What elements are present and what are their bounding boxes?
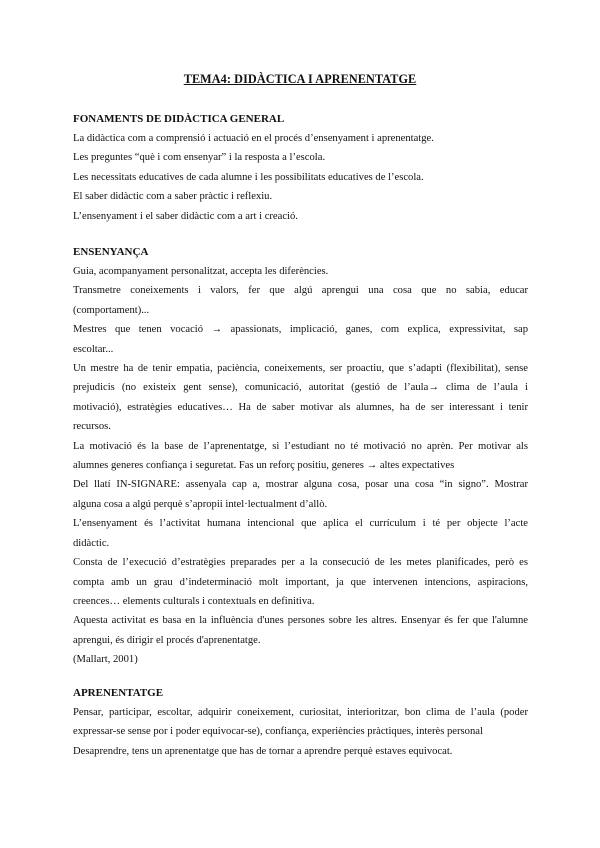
- section-heading: FONAMENTS DE DIDÀCTICA GENERAL: [73, 113, 285, 125]
- text-line: El saber didàctic com a saber pràctic i reflexiu.: [73, 191, 273, 203]
- text-line: Mestres que tenen vocació → apassionats, implicació, ganes, com explica, expressivitat, sap: [73, 324, 528, 336]
- text-line: alguna cosa a algú perquè s’apropii intel·lectualment d’allò.: [73, 498, 328, 510]
- section-heading: ENSENYANÇA: [73, 246, 149, 258]
- text-line: escoltar...: [73, 343, 114, 355]
- text-line: compta amb un grau d’indeterminació molt important, ja que intervenen intencions, aspiracions,: [73, 576, 528, 588]
- text-line: Consta de l’execució d’estratègies preparades per a la consecució de les metes planificades, però es: [73, 557, 528, 569]
- text-line: L’ensenyament i el saber didàctic com a art i creació.: [73, 210, 298, 222]
- text-line: Guia, acompanyament personalitzat, accepta les diferències.: [73, 266, 329, 277]
- text-line: Pensar, participar, escoltar, adquirir coneixement, curiositat, interioritzar, bon clima de l’aula (poder: [73, 707, 528, 718]
- text-line: expressar-se sense por i poder equivocar-se), confiança, experiències pràctiques, interès personal: [73, 726, 483, 738]
- text-line: Desaprendre, tens un aprenentatge que has de tornar a aprendre perquè estaves equivocat.: [73, 745, 453, 757]
- section-aprenentatge: [73, 684, 528, 761]
- text-line: motivació), estratègies educatives… Ha de saber motivar als alumnes, ha de ser interessant i tenir: [73, 401, 528, 413]
- text-line: (comportament)...: [73, 304, 150, 316]
- text-line: didàctic.: [73, 537, 110, 549]
- section-fonaments: [73, 110, 528, 226]
- text-line: La didàctica com a comprensió i actuació en el procés d’ensenyament i aprenentatge.: [73, 133, 434, 144]
- text-line: creences… elements culturals i contextuals en definitiva.: [73, 595, 315, 607]
- text-line: aprengui, és dirigir el procés d'aprenentatge.: [73, 634, 261, 646]
- citation: (Mallart, 2001): [73, 654, 138, 666]
- text-line: Les preguntes “què i com ensenyar” i la resposta a l’escola.: [73, 152, 326, 164]
- text-line: recursos.: [73, 421, 111, 433]
- text-line: L’ensenyament és l’activitat humana intencional que aplica el currículum i té per objecte l’acte: [73, 518, 528, 530]
- text-line: Un mestre ha de tenir empatia, paciència, coneixements, ser proactiu, que s’adapti (flexibilitat), sense: [73, 363, 528, 375]
- section-ensenyanca: [73, 243, 528, 670]
- text-line: Del llatí IN-SIGNARE: assenyala cap a, mostrar alguna cosa, posar una cosa “in signo”. Mostrar: [73, 479, 528, 491]
- text-line: alumnes generes confiança i seguretat. Fas un reforç positiu, generes → altes expectatives: [73, 460, 455, 472]
- text-line: Transmetre coneixements i valors, fer que algú aprengui una cosa que no sabia, educar: [73, 285, 528, 297]
- page-title: TEMA4: DIDÀCTICA I APRENENTATGE: [183, 72, 417, 86]
- text-line: Les necessitats educatives de cada alumne i les possibilitats educatives de l’escola.: [73, 171, 424, 183]
- section-heading: APRENENTATGE: [73, 687, 164, 699]
- text-line: prejudicis (no existeix gent sense), comunicació, autoritat (gestió de l’aula→ clima de l’aula i: [73, 382, 528, 394]
- text-line: Aquesta activitat es basa en la influència d'unes persones sobre les altres. Ensenyar és fer que l'alumne: [73, 615, 528, 627]
- text-line: La motivació és la base de l’aprenentatge, si l’estudiant no té motivació no aprèn. Per motivar als: [73, 440, 528, 452]
